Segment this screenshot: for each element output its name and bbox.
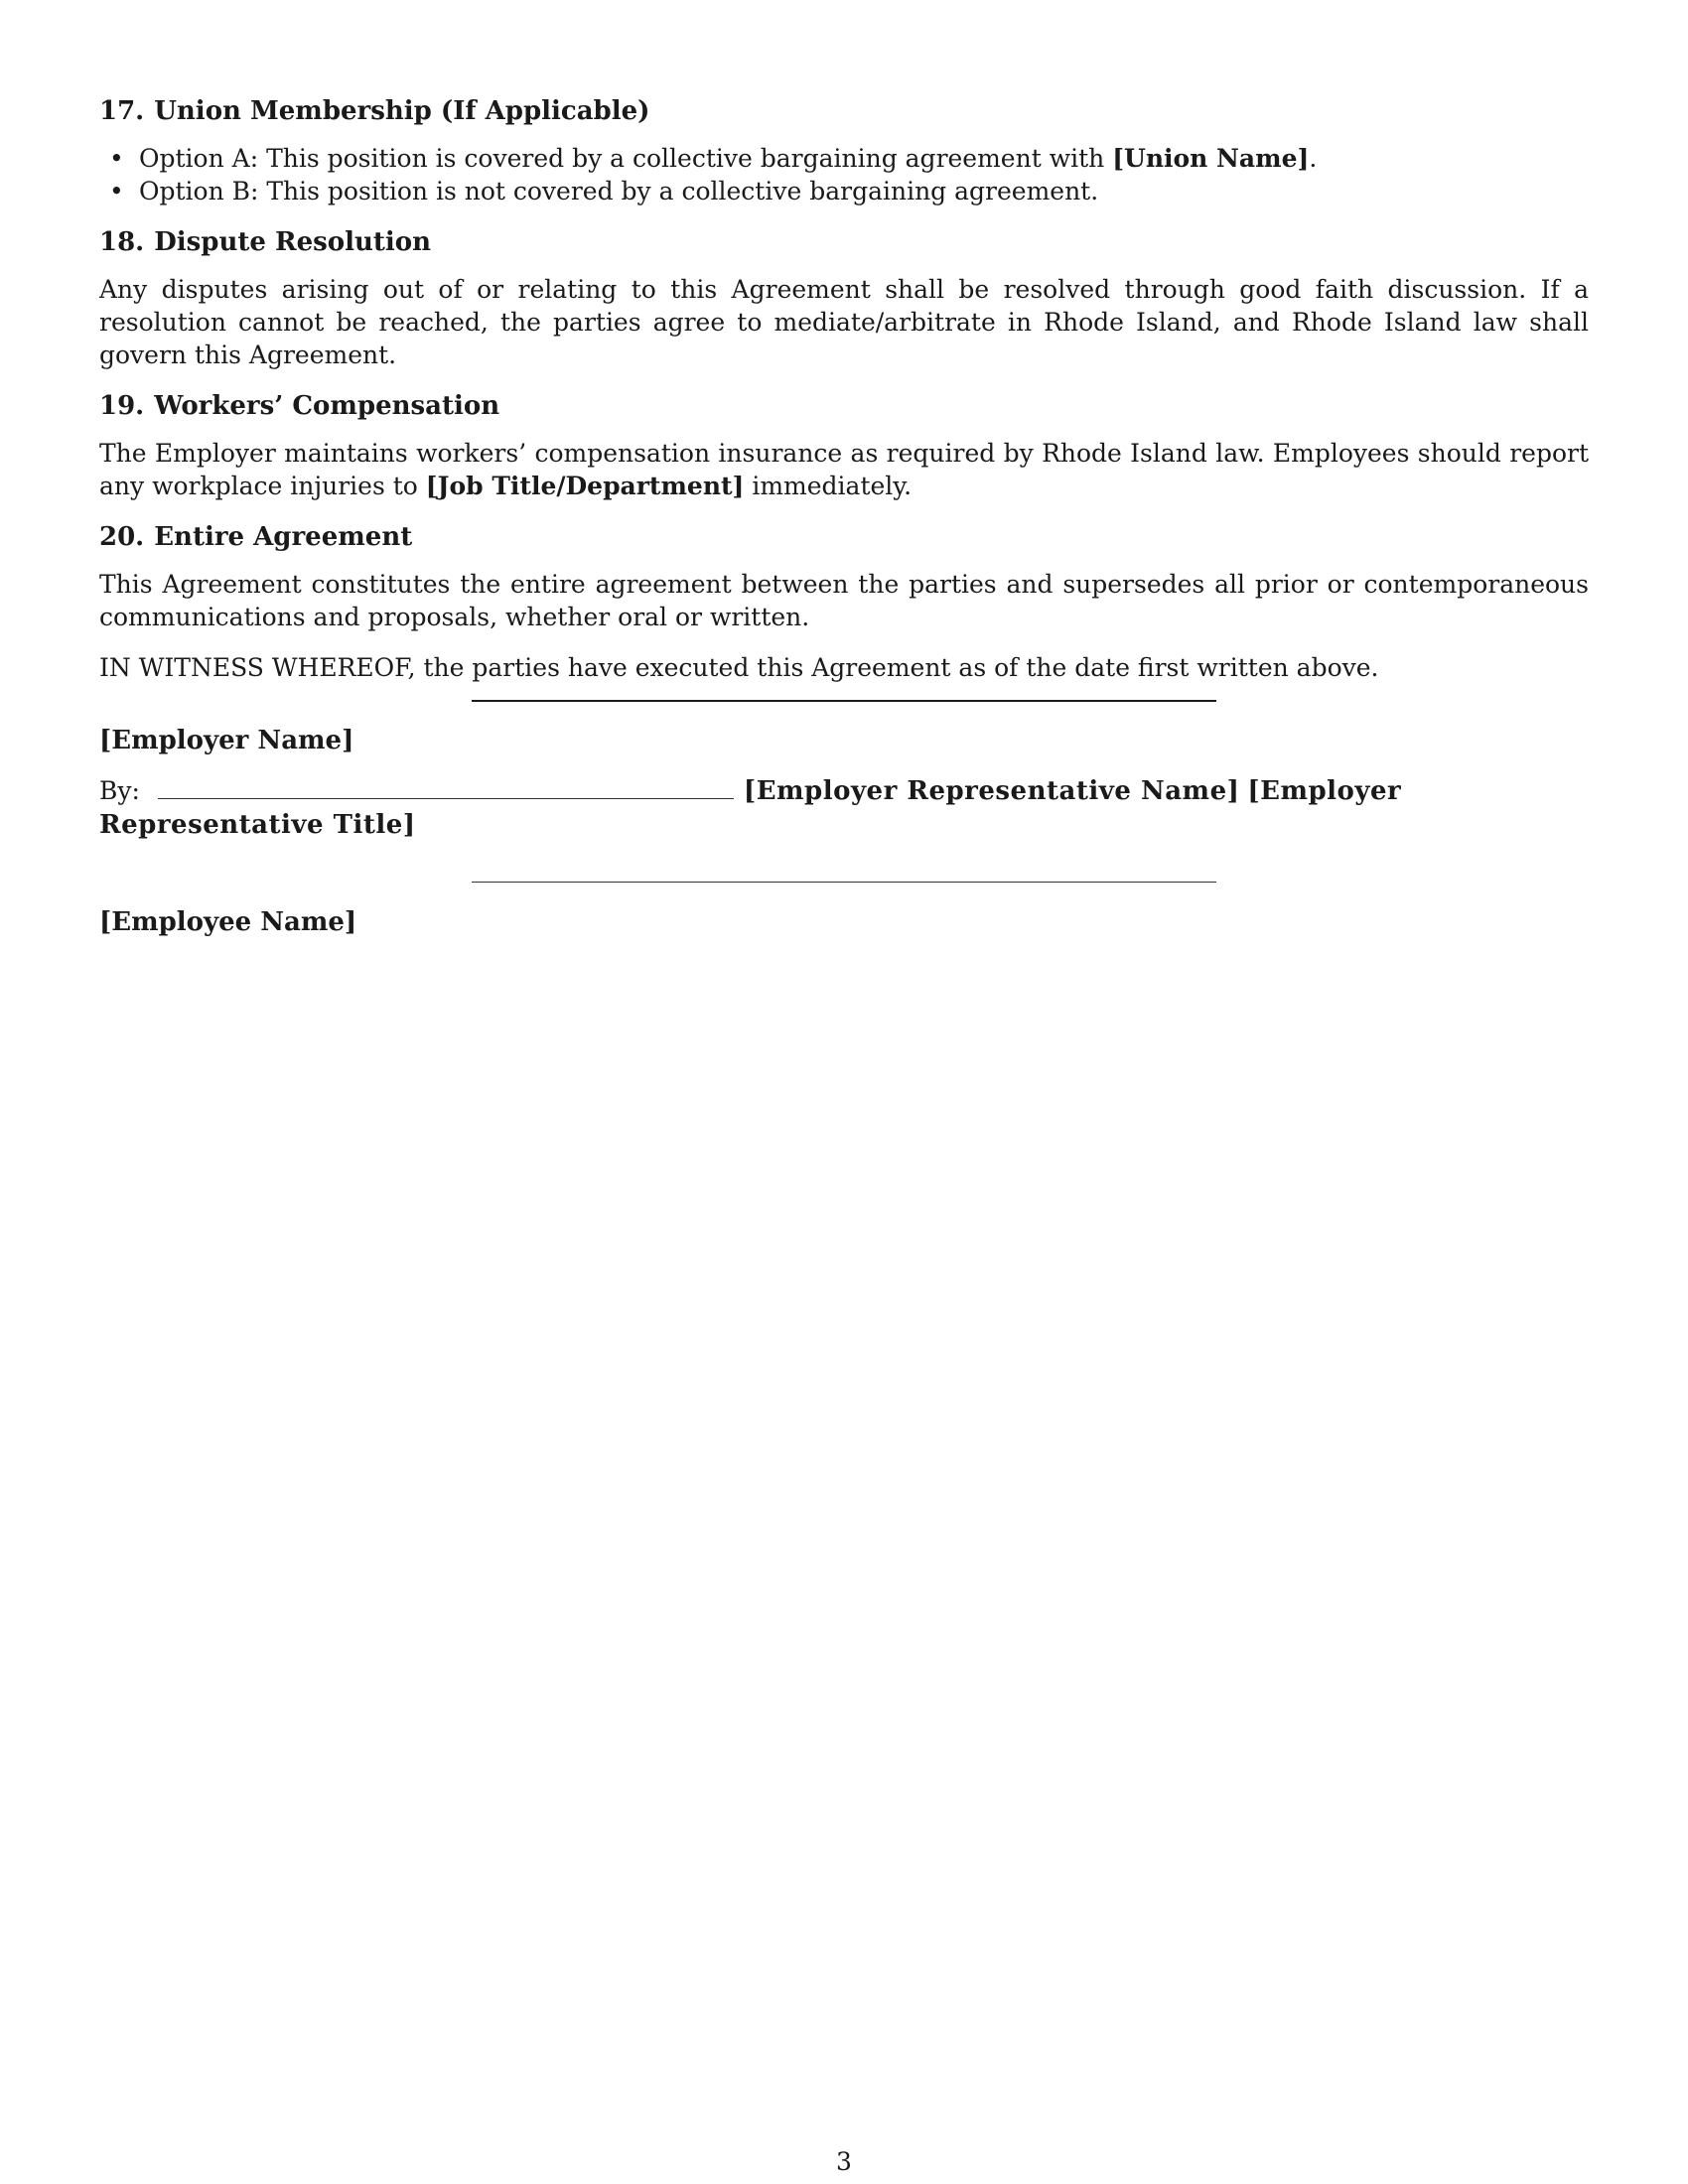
list-item [139, 142, 1589, 175]
list-item-tail: . [1309, 144, 1318, 173]
document-page [99, 94, 1589, 702]
section-number: 19. [99, 391, 145, 421]
section-number: 20. [99, 522, 145, 552]
section-number: 18. [99, 227, 145, 257]
section-title: Workers’ Compensation [154, 391, 500, 421]
rep-title-placeholder: [Employer Representative Title] [99, 776, 1402, 840]
list-item-text: Option A: This position is covered by a collective bargaining agreement with [139, 144, 1113, 173]
by-signature-blank [158, 797, 734, 799]
list-item [139, 175, 1589, 207]
section-title: Union Membership (If Applicable) [154, 96, 650, 126]
employer-name-label: [Employer Name] [99, 726, 354, 755]
section-17-heading [99, 94, 1589, 128]
section-19-heading [99, 389, 1589, 423]
by-line [99, 774, 1589, 842]
section-20-heading [99, 520, 1589, 554]
entire-agreement-text: This Agreement constitutes the entire agreement between the parties and supersedes all prior or contemporaneous communications and proposals, whether oral or written. [99, 570, 1589, 631]
employee-name-label: [Employee Name] [99, 907, 357, 937]
section-number: 17. [99, 96, 145, 126]
union-options-list [99, 142, 1589, 207]
witness-statement: IN WITNESS WHEREOF, the parties have executed this Agreement as of the date first written above. [99, 653, 1379, 682]
union-name-placeholder: [Union Name] [1112, 144, 1310, 173]
section-title: Dispute Resolution [154, 227, 432, 257]
job-title-placeholder: [Job Title/Department] [425, 472, 745, 500]
paragraph-text: immediately. [744, 472, 913, 500]
rep-name-placeholder: [Employer Representative Name] [743, 776, 1240, 806]
employee-signature-line [472, 882, 1216, 883]
section-title: Entire Agreement [154, 522, 413, 552]
workers-compensation-text [99, 437, 1589, 502]
section-18-heading [99, 225, 1589, 259]
paragraph-text: The Employer maintains workers’ compensation insurance as required by Rhode Island law. Employees should report any workplace injuries to [99, 439, 1589, 500]
by-label: By: [99, 776, 140, 805]
page-number: 3 [836, 2147, 852, 2176]
dispute-resolution-text: Any disputes arising out of or relating to this Agreement shall be resolved through good faith discussion. If a resolution cannot be reached, the parties agree to mediate/arbitrate in Rhode Island, and Rhode Island law shall govern this Agreement. [99, 275, 1589, 369]
list-item-text: Option B: This position is not covered by a collective bargaining agreement. [139, 177, 1099, 205]
employer-signature-line [472, 700, 1216, 702]
